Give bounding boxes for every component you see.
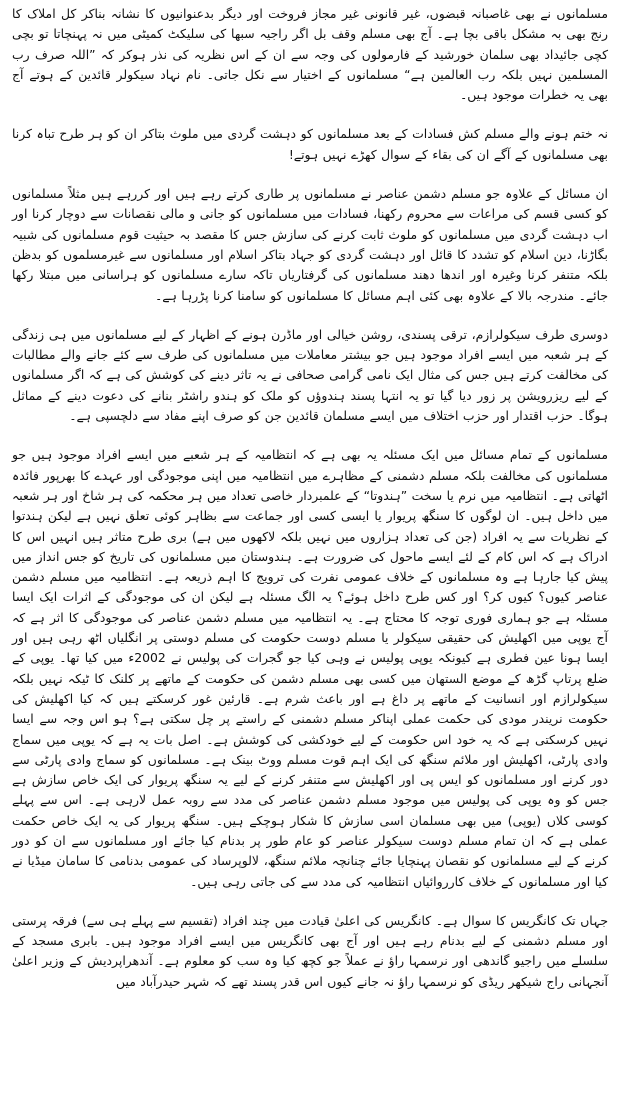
paragraph-1: مسلمانوں نے بھی غاصبانہ قبضوں، غیر قانونی غیر مجاز فروخت اور دیگر بدعنوانیوں کا نشانہ بناکر کل املاک کا رنج بھی بہ مشکل باقی بچا ہے۔ آج بھی مسلم وقف بل اگر راجیہ سبھا کی سلیکٹ کمیٹی میں نہ پہنچاتا تو بچی کچی جائیداد بھی سلمان خورشید کے فارمولوں کی وجہ سے ان کے اس نظریہ کی نذر ہوکر کہ ”اللہ صرف رب المسلمین نہیں بلکہ رب العالمین ہے“ مسلمانوں کے اختیار سے نکل جاتی۔ نام نہاد سیکولر قائدین کے ہوتے آج بھی یہ خطرات موجود ہیں۔ <box>12 6 608 103</box>
paragraph-6: جہاں تک کانگریس کا سوال ہے۔ کانگریس کی اعلیٰ قیادت میں چند افراد (تقسیم سے پہلے ہی سے) فرقہ پرستی اور مسلم دشمنی کے لیے بدنام رہے ہیں اور آج بھی کانگریس میں ایسے افراد موجود ہیں۔ بابری مسجد کے سلسلے میں راجیو گاندھی اور نرسمہا راؤ نے عملاً جو کچھ کیا وہ سب کو معلوم ہے۔ آندھراپردیش کے وزیر اعلیٰ آنجہانی راج شیکھر ریڈی کو نرسمہا راؤ نہ جانے کیوں اس قدر پسند تھے کہ شہر حیدرآباد میں <box>12 912 608 989</box>
paragraph-3: ان مسائل کے علاوہ جو مسلم دشمن عناصر نے مسلمانوں پر طاری کرتے رہے ہیں اور کررہے ہیں مثلاً مسلمانوں کو کسی قسم کی مراعات سے محروم رکھنا، فسادات میں مسلمانوں کو جانی و مالی نقصانات سے دوچار کرنا اور اب دہشت گردی میں مسلمانوں کو ملوث ثابت کرنے کی سازش جس کا مقصد بہ حیثیت قوم مسلمانوں کی شبیہ بگاڑنا، دین اسلام کو تشدد کا قائل اور دہشت گردی کو جہاد بتاکر اسلام اور مسلمانوں سے غیرمسلموں کو بدظن بلکہ متنفر کرنا وغیرہ اور اندھا دھند مسلمانوں کی گرفتاریاں تاکہ سارے مسلمانوں کو ہراسانی میں مبتلا رکھا جائے۔ مندرجہ بالا کے علاوہ بھی کئی اہم مسائل کا مسلمانوں کو سامنا کرنا پڑرہا ہے۔ <box>12 186 608 303</box>
paragraph-5: مسلمانوں کے تمام مسائل میں ایک مسئلہ یہ بھی ہے کہ انتظامیہ کے ہر شعبے میں ایسے افراد موجود ہیں جو مسلمانوں کی مخالفت بلکہ مسلم دشمنی کے مظاہرے میں انتظامیہ میں اپنی موجودگی اور عہدے کا بھرپور فائدہ اٹھاتی ہے۔ انتظامیہ میں نرم یا سخت ”ہندوتا“ کے علمبردار خاصی تعداد میں ہر محکمہ کی ہر شاخ اور ہر شعبہ میں داخل ہیں۔ ان لوگوں کا سنگھ پریوار یا ایسی کسی اور جماعت سے بظاہر کوئی تعلق نہیں ہے لیکن ہندتوا کے نظریات سے یہ افراد (جن کی تعداد ہزاروں میں نہیں بلکہ لاکھوں میں ہے) بری طرح متاثر ہیں انہیں اس کا ادراک ہے کہ اس کام کے لئے ایسے ماحول کی ضرورت ہے۔ ہندوستان میں مسلمانوں کی تاریخ کو جس انداز میں پیش کیا جارہا ہے وہ مسلمانوں کے خلاف عمومی نفرت کی ترویج کا اہم ذریعہ ہے۔ انتظامیہ میں مسلم دشمن عناصر کیوں؟ کیوں کر؟ اور کس طرح داخل ہوئے؟ یہ الگ مسئلہ ہے لیکن ان کی موجودگی کے اثرات ایک ایسا مسئلہ ہے جو ہماری فوری توجہ کا محتاج ہے۔ یہ انتظامیہ میں مسلم دشمن عناصر کی موجودگی کا اثر ہے کہ آج یوپی میں اکھلیش کی حقیقی سیکولر یا مسلم دوست حکومت کی مسلم دوستی پر انگلیاں اٹھ رہی ہیں اور ایسا ہونا عین فطری ہے کیونکہ یوپی پولیس نے وہی کیا جو گجرات کی پولیس نے 2002ء میں کیا تھا۔ یوپی کے ضلع پرتاپ گڑھ کے موضع الستھان میں کسی بھی مسلم دشمن کی حکومت کے ماتھے پر کلنک کا ٹیکہ نہیں بلکہ سیکولرازم اور انسانیت کے ماتھے پر داغ ہے اور باعث شرم ہے۔ قارئین غور کرسکتے ہیں کہ کیا اکھلیش کی حکومت نریندر مودی کی حکمت عملی اپناکر مسلم دشمنی کے راستے پر چل سکتی ہے؟ ہو اس وجہ سے ایسا نہیں کرسکتی ہے کہ یہ خود اس حکومت کے لیے خودکشی کی کوشش ہے۔ اصل بات یہ ہے کہ یوپی میں سماج وادی پارٹی، اکھلیش اور ملائم سنگھ کی ایک اہم قوت مسلم ووٹ بینک ہے۔ مسلمانوں کو سماج وادی پارٹی سے دور کرنے اور مسلمانوں کو ایس پی اور اکھلیش سے متنفر کرنے کے لیے یہ سنگھ پریوار کی ایک خاص سازش ہے جس کو وہ یوپی کی پولیس میں موجود مسلم دشمن عناصر کی مدد سے روبہ عمل لارہی ہے۔ اس سے پہلے کوسی کلاں (یوپی) میں بھی مسلمان اسی سازش کا شکار ہوچکے ہیں۔ سنگھ پریوار کی یہ ایک خاص حکمت عملی ہے کہ ان تمام مسلم دوست سیکولر عناصر کو عام طور پر بدنام کیا جائے اور مسلمانوں سے ان کو دور کرنے کے لیے مسلمانوں کو نقصان پہنچایا جائے چنانچہ ملائم سنگھ، لالوپرساد کی عمومی بدنامی کا سامان میڈیا نے کیا اور مسلمانوں کے خلاف کارروائیاں انتظامیہ کی مدد سے کی جاتی رہی ہیں۔ <box>12 447 608 889</box>
paragraph-2: نہ ختم ہونے والے مسلم کش فسادات کے بعد مسلمانوں کو دہشت گردی میں ملوث بتاکر ان کو ہر طرح تباہ کرنا بھی مسلمانوں کے آگے ان کی بقاء کے سوال کھڑے نہیں ہوتے! <box>12 126 608 162</box>
paragraph-4: دوسری طرف سیکولرازم، ترقی پسندی، روشن خیالی اور ماڈرن ہونے کے اظہار کے لیے مسلمانوں میں ہی زندگی کے ہر شعبہ میں ایسے افراد موجود ہیں جو بیشتر معاملات میں مسلمانوں کی طرف سے کئے جانے والے مطالبات کی مخالفت کرتے ہیں جس کی مثال ایک نامی گرامی صحافی نے یہ تاثر دینے کی کوشش کی ہے کہ اگر مسلمانوں کے لیے ریزرویشن پر زور دیا گیا تو یہ انتہا پسند ہندوؤں کو ملک کو ہندو راشٹر بنانے کی دعوت دینے کے مماثل ہوگا۔ حزب اقتدار اور حزب اختلاف میں ایسے مسلمان قائدین جن کو صرف اپنے مفاد سے دلچسپی ہے۔ <box>12 326 608 424</box>
